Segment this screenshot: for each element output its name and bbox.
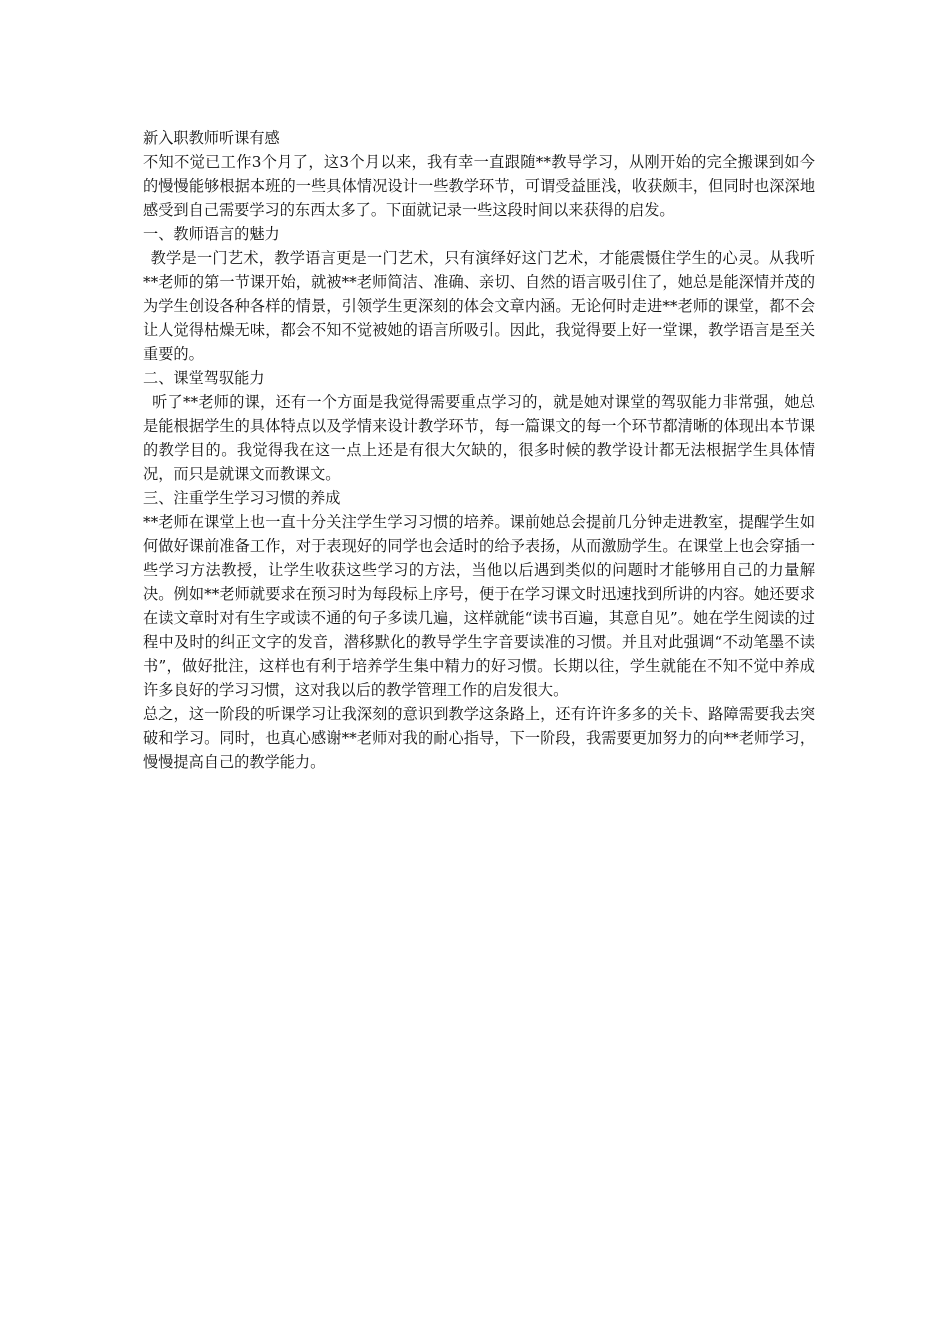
section-3-paragraph: **老师在课堂上也一直十分关注学生学习习惯的培养。课前她总会提前几分钟走进教室，提醒学生如何做好课前准备工作，对于表现好的同学也会适时的给予表扬，从而激励学生。在课堂上也会穿插一些学习方法教授，让学生收获这些学习的方法，当他以后遇到类似的问题时才能够用自己的力量解决。例如**老师就要求在预习时为每段标上序号，便于在学习课文时迅速找到所讲的内容。她还要求在读文章时对有生字或读不通的句子多读几遍，这样就能“读书百遍，其意自见”。她在学生阅读的过程中及时的纠正文字的发音，潜移默化的教导学生字音要读准的习惯。并且对此强调“不动笔墨不读书”，做好批注，这样也有利于培养学生集中精力的好习惯。长期以往，学生就能在不知不觉中养成许多良好的学习习惯，这对我以后的教学管理工作的启发很大。 (143, 513, 815, 699)
document-page (143, 126, 815, 774)
document-title: 新入职教师听课有感 (143, 129, 280, 147)
section-2-paragraph: 听了**老师的课，还有一个方面是我觉得需要重点学习的，就是她对课堂的驾驭能力非常强，她总是能根据学生的具体特点以及学情来设计教学环节，每一篇课文的每一个环节都清晰的体现出本节课的教学目的。我觉得我在这一点上还是有很大欠缺的，很多时候的教学设计都无法根据学生具体情况，而只是就课文而教课文。 (143, 393, 815, 483)
conclusion-paragraph: 总之，这一阶段的听课学习让我深刻的意识到教学这条路上，还有许许多多的关卡、路障需要我去突破和学习。同时，也真心感谢**老师对我的耐心指导，下一阶段，我需要更加努力的向**老师学习，慢慢提高自己的教学能力。 (143, 705, 815, 771)
intro-paragraph: 不知不觉已工作3个月了，这3个月以来，我有幸一直跟随**教导学习，从刚开始的完全搬课到如今的慢慢能够根据本班的一些具体情况设计一些教学环节，可谓受益匪浅，收获颇丰，但同时也深深地感受到自己需要学习的东西太多了。下面就记录一些这段时间以来获得的启发。 (143, 153, 815, 219)
section-1-heading: 一、教师语言的魅力 (143, 225, 280, 243)
section-1-paragraph: 教学是一门艺术，教学语言更是一门艺术，只有演绎好这门艺术，才能震慑住学生的心灵。从我听**老师的第一节课开始，就被**老师简洁、准确、亲切、自然的语言吸引住了，她总是能深情并茂的为学生创设各种各样的情景，引领学生更深刻的体会文章内涵。无论何时走进**老师的课堂，都不会让人觉得枯燥无味，都会不知不觉被她的语言所吸引。因此，我觉得要上好一堂课，教学语言是至关重要的。 (143, 249, 815, 363)
section-3-heading: 三、注重学生学习习惯的养成 (143, 489, 341, 507)
section-2-heading: 二、课堂驾驭能力 (143, 369, 265, 387)
